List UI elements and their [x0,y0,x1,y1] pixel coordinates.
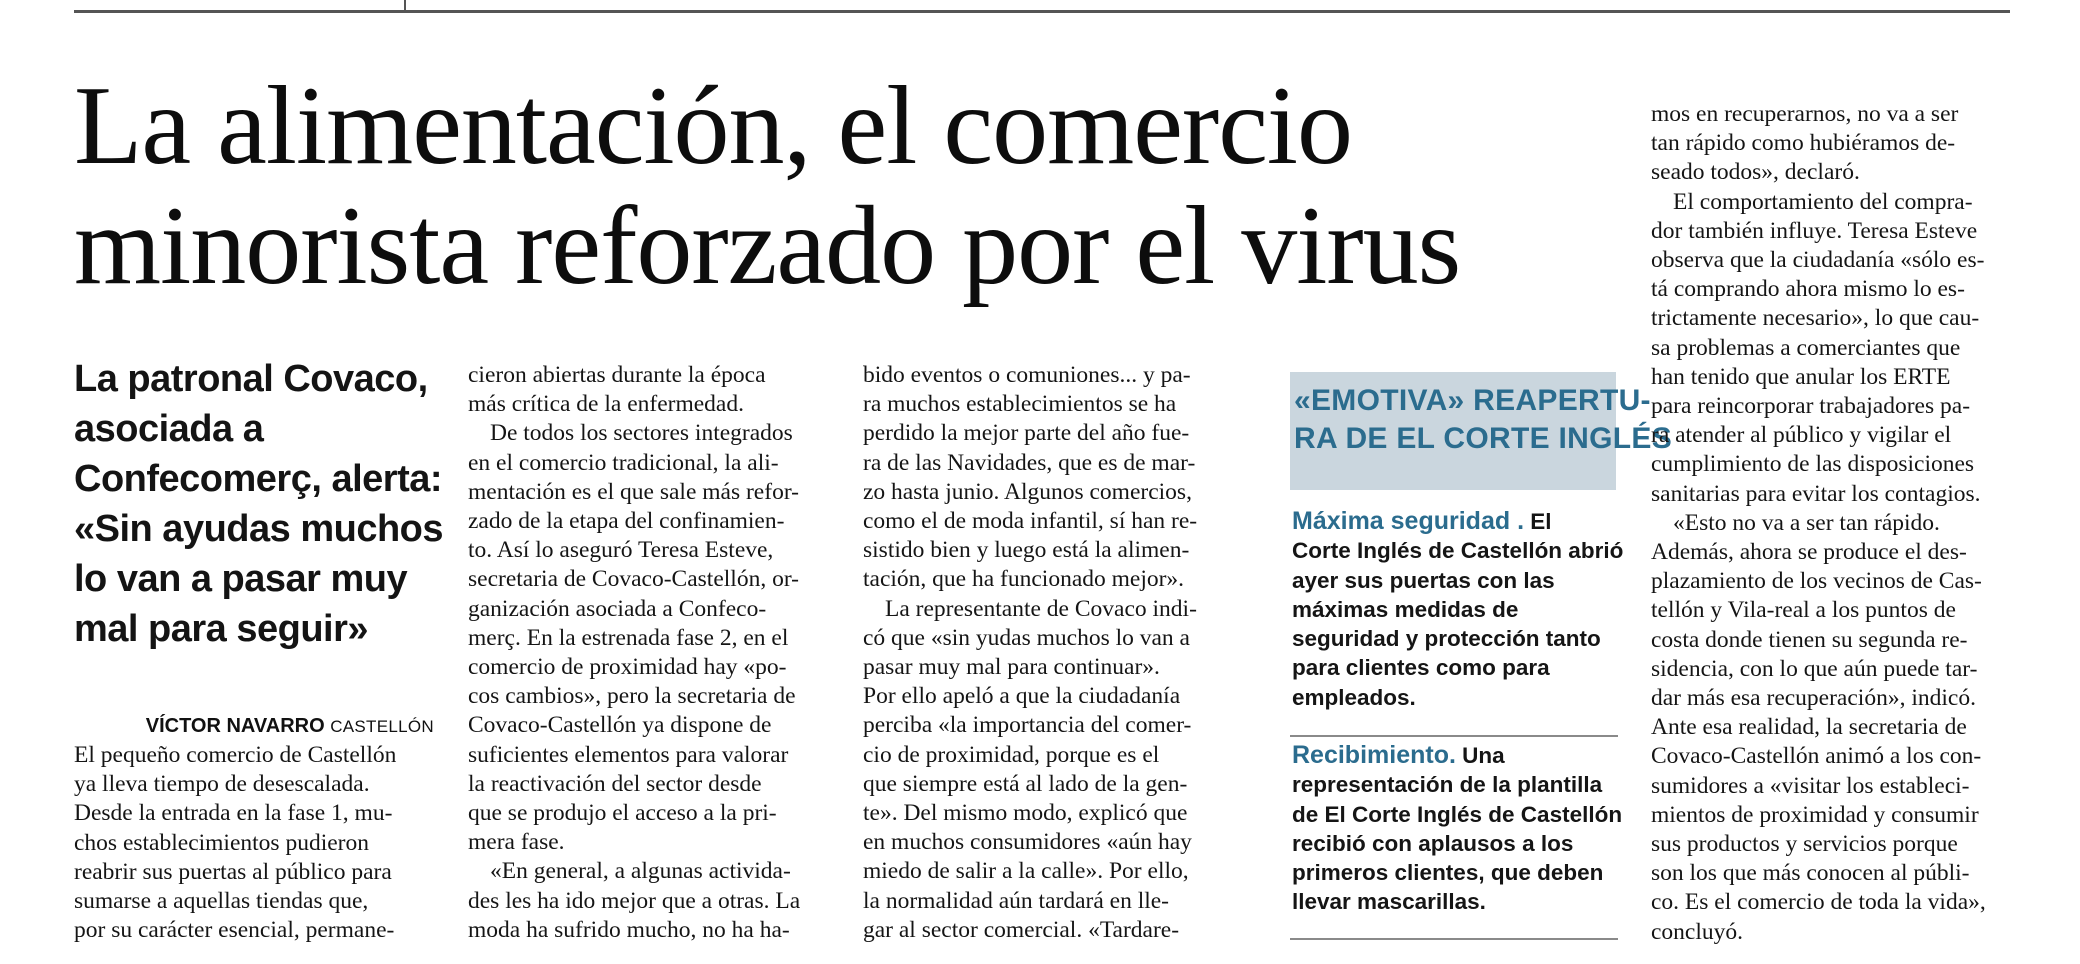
text-line: sumarse a aquellas tiendas que, [74,888,369,915]
text-line: ra muchos establecimientos se ha [863,391,1177,418]
text-line: bido eventos o comuniones... y pa- [863,362,1191,388]
sidebar-text-line: seguridad y protección tanto [1292,626,1601,652]
subhead-line: La patronal Covaco, [74,358,428,400]
text-line: sidencia, con lo que aún puede tar- [1651,655,1978,682]
text-line: Por ello apeló a que la ciudadanía [863,683,1181,710]
sidebar-text-line: Corte Inglés de Castellón abrió [1292,538,1624,564]
text-line: tan rápido como hubiéramos de- [1651,130,1956,157]
text-line: que se produjo el acceso a la pri- [468,800,777,827]
sidebar-text-line: para clientes como para [1292,655,1550,681]
subhead-line: «Sin ayudas muchos [74,508,444,550]
headline-line: minorista reforzado por el virus [74,184,1461,308]
sidebar-item-security [1292,507,1622,712]
sidebar-text-line: máximas medidas de [1292,596,1519,622]
top-rule-tick [404,0,406,12]
text-line: observa que la ciudadanía «sólo es- [1651,247,1985,274]
text-line: como el de moda infantil, sí han re- [863,508,1198,535]
text-line: El comportamiento del compra- [1673,188,1973,215]
text-line: gar al sector comercial. «Tardare- [863,916,1180,943]
text-line: co. Es el comercio de toda la vida», [1651,889,1986,916]
text-line: secretaria de Covaco-Castellón, or- [468,566,799,593]
subhead-line: Confecomerç, alerta: [74,458,443,500]
text-line: mientos de proximidad y consumir [1651,801,1979,828]
text-line: ganización asociada a Confeco- [468,595,767,622]
byline-author: VÍCTOR NAVARRO [145,715,325,737]
top-rule [74,10,2010,13]
text-line: son los que más conocen al públi- [1651,860,1970,887]
text-line: suficientes elementos para valorar [468,741,789,768]
text-line: concluyó. [1651,918,1744,945]
article-headline [74,66,1654,306]
text-line: La representante de Covaco indi- [885,595,1197,622]
sidebar-text-line: representación de la plantilla [1292,772,1603,798]
text-line: ya lleva tiempo de desescalada. [74,771,370,798]
text-line: Covaco-Castellón ya dispone de [468,712,772,739]
sidebar-text-line: primeros clientes, que deben [1292,860,1604,886]
byline-place: CASTELLÓN [330,717,434,736]
text-line: dar más esa recuperación», indicó. [1651,685,1976,712]
text-line: plazamiento de los vecinos de Cas- [1651,568,1982,595]
text-line: en muchos consumidores «aún hay [863,829,1192,856]
text-line: sistido bien y luego está la alimen- [863,537,1190,564]
subhead-line: lo van a pasar muy [74,558,408,600]
text-line: zo hasta junio. Algunos comercios, [863,478,1192,505]
text-line: ra atender al público y vigilar el [1651,422,1952,449]
sidebar-text-line: llevar mascarillas. [1292,889,1486,915]
text-line: «En general, a algunas activida- [490,858,791,885]
sidebar-text-line: Una [1455,743,1505,768]
text-line: cio de proximidad, porque es el [863,741,1160,768]
text-line: cumplimiento de las disposiciones [1651,451,1975,478]
sidebar-title-line: RA DE EL CORTE INGLÉS [1294,422,1673,455]
sidebar-item-welcome [1292,741,1622,917]
text-line: tá comprando ahora mismo lo es- [1651,276,1965,303]
sidebar-title [1294,382,1673,458]
text-line: De todos los sectores integrados [490,420,793,447]
text-line: perdido la mejor parte del año fue- [863,420,1190,447]
sidebar-text-line: de El Corte Inglés de Castellón [1292,801,1623,827]
text-line: más crítica de la enfermedad. [468,391,744,418]
text-line: zado de la etapa del confinamien- [468,508,785,535]
sidebar-bottom-rule [1290,938,1618,940]
body-column-2 [468,361,838,945]
text-line: te». Del mismo modo, explicó que [863,800,1188,827]
sidebar-lead: Recibimiento. [1292,741,1456,769]
text-line: pasar muy mal para continuar». [863,654,1160,681]
body-column-1 [74,741,444,945]
body-column-3 [863,361,1233,945]
text-line: El pequeño comercio de Castellón [74,742,397,768]
text-line: mera fase. [468,829,565,856]
sidebar-title-line: «EMOTIVA» REAPERTU- [1294,384,1651,417]
text-line: perciba «la importancia del comer- [863,712,1192,739]
text-line: reabrir sus puertas al público para [74,858,392,885]
text-line: que siempre está al lado de la gen- [863,770,1188,797]
sidebar-text-line: empleados. [1292,684,1416,710]
text-line: ra de las Navidades, que es de mar- [863,449,1196,476]
text-line: dor también influye. Teresa Esteve [1651,217,1978,244]
text-line: trictamente necesario», lo que cau- [1651,305,1980,332]
sidebar-text-line: recibió con aplausos a los [1292,830,1574,856]
text-line: mentación es el que sale más refor- [468,478,799,505]
text-line: han tenido que anular los ERTE [1651,363,1951,390]
text-line: cos cambios», pero la secretaria de [468,683,796,710]
text-line: tación, que ha funcionado mejor». [863,566,1185,593]
text-line: en el comercio tradicional, la ali- [468,449,779,476]
text-line: Desde la entrada en la fase 1, mu- [74,800,393,827]
text-line: la normalidad aún tardará en lle- [863,887,1170,914]
sidebar-divider [1290,735,1618,737]
text-line: la reactivación del sector desde [468,770,762,797]
text-line: tellón y Vila-real a los puntos de [1651,597,1956,624]
text-line: sanitarias para evitar los contagios. [1651,480,1981,507]
text-line: sumidores a «visitar los estableci- [1651,772,1970,799]
text-line: costa donde tienen su segunda re- [1651,626,1968,653]
sidebar-text-line: ayer sus puertas con las [1292,567,1555,593]
text-line: des les ha ido mejor que a otras. La [468,887,801,914]
subhead-line: asociada a [74,408,264,450]
text-line: «Esto no va a ser tan rápido. [1673,509,1940,536]
sidebar-text-line: El [1524,509,1552,534]
text-line: merç. En la estrenada fase 2, en el [468,624,789,651]
text-line: có que «sin yudas muchos lo van a [863,624,1190,651]
article-subhead [74,354,454,654]
text-line: sa problemas a comerciantes que [1651,334,1961,361]
byline [74,712,434,741]
text-line: Covaco-Castellón animó a los con- [1651,743,1982,770]
text-line: to. Así lo aseguró Teresa Esteve, [468,537,774,564]
headline-line: La alimentación, el comercio [74,64,1353,188]
subhead-line: mal para seguir» [74,608,369,650]
text-line: Ante esa realidad, la secretaria de [1651,714,1967,741]
text-line: mos en recuperarnos, no va a ser [1651,101,1959,127]
text-line: chos establecimientos pudieron [74,829,369,856]
body-column-4 [1651,100,2023,947]
text-line: miedo de salir a la calle». Por ello, [863,858,1189,885]
text-line: sus productos y servicios porque [1651,831,1958,858]
sidebar-lead: Máxima seguridad . [1292,507,1525,535]
text-line: cieron abiertas durante la época [468,362,766,388]
text-line: comercio de proximidad hay «po- [468,654,787,681]
text-line: seado todos», declaró. [1651,159,1860,186]
text-line: moda ha sufrido mucho, no ha ha- [468,916,790,943]
text-line: por su carácter esencial, permane- [74,917,395,944]
text-line: para reincorporar trabajadores pa- [1651,393,1971,420]
text-line: Además, ahora se produce el des- [1651,539,1967,566]
sidebar-title-box [1290,372,1673,490]
